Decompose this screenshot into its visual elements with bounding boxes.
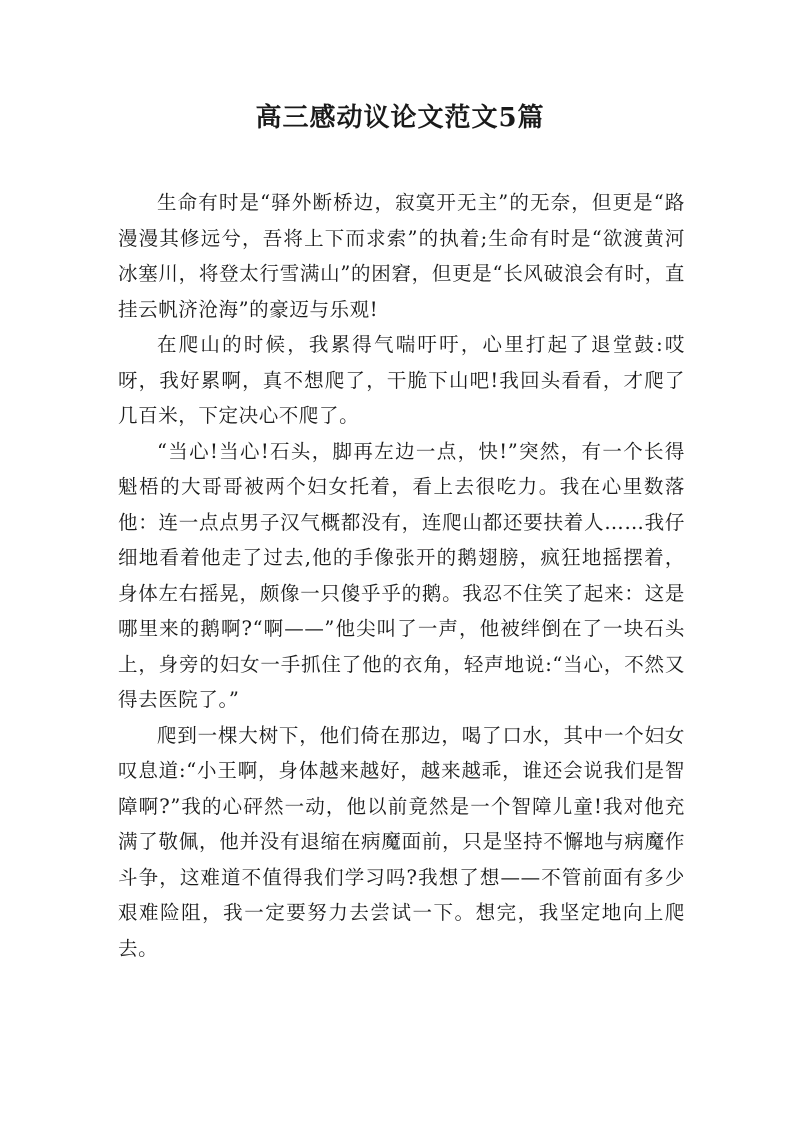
document-body <box>118 185 685 966</box>
paragraph-1: 生命有时是“驿外断桥边，寂寞开无主”的无奈，但更是“路漫漫其修远兮，吾将上下而求索”的执着;生命有时是“欲渡黄河冰塞川，将登太行雪满山”的困窘，但更是“长风破浪会有时，直挂云帆济沧海”的豪迈与乐观! <box>118 191 685 321</box>
paragraph-3: “当心!当心!石头，脚再左边一点，快!”突然，有一个长得魁梧的大哥哥被两个妇女托着，看上去很吃力。我在心里数落他：连一点点男子汉气概都没有，连爬山都还要扶着人……我仔细地看着他走了过去,他的手像张开的鹅翅膀，疯狂地摇摆着，身体左右摇晃，颇像一只傻乎乎的鹅。我忍不住笑了起来：这是哪里来的鹅啊?“啊——”他尖叫了一声，他被绊倒在了一块石头上，身旁的妇女一手抓住了他的衣角，轻声地说:“当心，不然又得去医院了。” <box>118 439 685 711</box>
paragraph-2: 在爬山的时候，我累得气喘吁吁，心里打起了退堂鼓:哎呀，我好累啊，真不想爬了，干脆下山吧!我回头看看，才爬了几百米，下定决心不爬了。 <box>118 333 685 427</box>
page-title: 高三感动议论文范文5篇 <box>255 103 545 133</box>
paragraph-4: 爬到一棵大树下，他们倚在那边，喝了口水，其中一个妇女叹息道:“小王啊，身体越来越好，越来越乖，谁还会说我们是智障啊?”我的心砰然一动，他以前竟然是一个智障儿童!我对他充满了敬佩，他并没有退缩在病魔面前，只是坚持不懈地与病魔作斗争，这难道不值得我们学习吗?我想了想——不管前面有多少艰难险阻，我一定要努力去尝试一下。想完，我坚定地向上爬去。 <box>118 723 685 960</box>
